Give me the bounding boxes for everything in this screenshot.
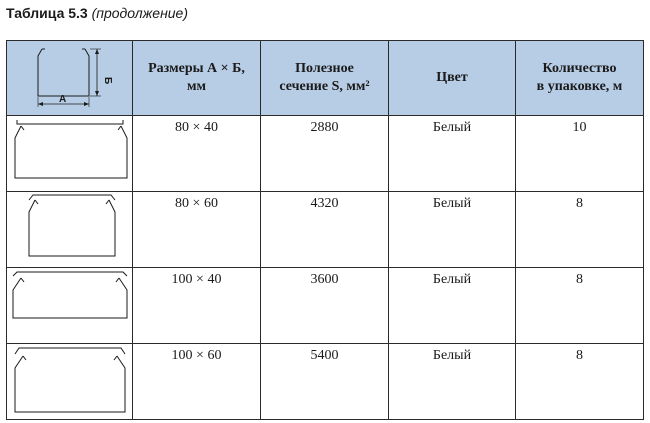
profile-100x60-icon: [7, 344, 133, 419]
table-continuation-note: (продолжение): [91, 5, 189, 21]
color-cell: [389, 268, 516, 344]
size-value: 80 × 60: [175, 196, 218, 211]
header-section-line2: сечение S, мм²: [279, 79, 370, 94]
section-value: 4320: [310, 196, 339, 211]
size-value: 100 × 60: [171, 348, 222, 363]
size-cell: [133, 116, 261, 192]
table-caption: [6, 4, 188, 22]
quantity-value: 10: [572, 120, 587, 135]
section-value: 2880: [310, 120, 339, 135]
header-section-line1: Полезное: [295, 61, 354, 76]
color-value: Белый: [432, 348, 472, 363]
quantity-cell: [516, 344, 644, 420]
quantity-value: 8: [576, 196, 583, 211]
profile-80x60-icon: [7, 192, 133, 267]
color-cell: [389, 344, 516, 420]
header-size-line2: мм: [186, 79, 207, 94]
header-qty-line1: Количество: [542, 61, 617, 76]
profile-cell: [7, 344, 133, 420]
cable-channel-table: [6, 40, 644, 420]
quantity-cell: [516, 192, 644, 268]
size-cell: [133, 344, 261, 420]
table-header-row: [7, 41, 644, 116]
section-value: 3600: [310, 272, 339, 287]
quantity-cell: [516, 116, 644, 192]
quantity-cell: [516, 268, 644, 344]
size-value: 80 × 40: [175, 120, 218, 135]
profile-cell: [7, 116, 133, 192]
color-value: Белый: [432, 120, 472, 135]
header-profile-diagram: [7, 41, 133, 116]
color-value: Белый: [432, 196, 472, 211]
profile-80x40-icon: [7, 116, 133, 191]
header-size-line1: Размеры А × Б,: [148, 61, 245, 76]
table-row: [7, 192, 644, 268]
header-color: [389, 41, 516, 116]
profile-100x40-icon: [7, 268, 133, 343]
section-value: 5400: [310, 348, 339, 363]
section-cell: [261, 116, 389, 192]
profile-cell: [7, 192, 133, 268]
table-row: [7, 268, 644, 344]
section-cell: [261, 344, 389, 420]
table-row: [7, 344, 644, 420]
size-value: 100 × 40: [171, 272, 222, 287]
header-section: [261, 41, 389, 116]
header-qty-line2: в упаковке, м: [536, 79, 623, 94]
profile-dimension-diagram: [7, 41, 133, 115]
header-color-label: Цвет: [436, 70, 468, 85]
color-cell: [389, 192, 516, 268]
quantity-value: 8: [576, 348, 583, 363]
size-cell: [133, 268, 261, 344]
quantity-value: 8: [576, 272, 583, 287]
section-cell: [261, 268, 389, 344]
profile-cell: [7, 268, 133, 344]
header-quantity: [516, 41, 644, 116]
color-cell: [389, 116, 516, 192]
size-cell: [133, 192, 261, 268]
table-number: Таблица 5.3: [6, 5, 88, 21]
header-size: [133, 41, 261, 116]
dimension-label-b: Б: [102, 77, 113, 85]
color-value: Белый: [432, 272, 472, 287]
section-cell: [261, 192, 389, 268]
table-row: [7, 116, 644, 192]
dimension-label-a: А: [59, 94, 67, 105]
